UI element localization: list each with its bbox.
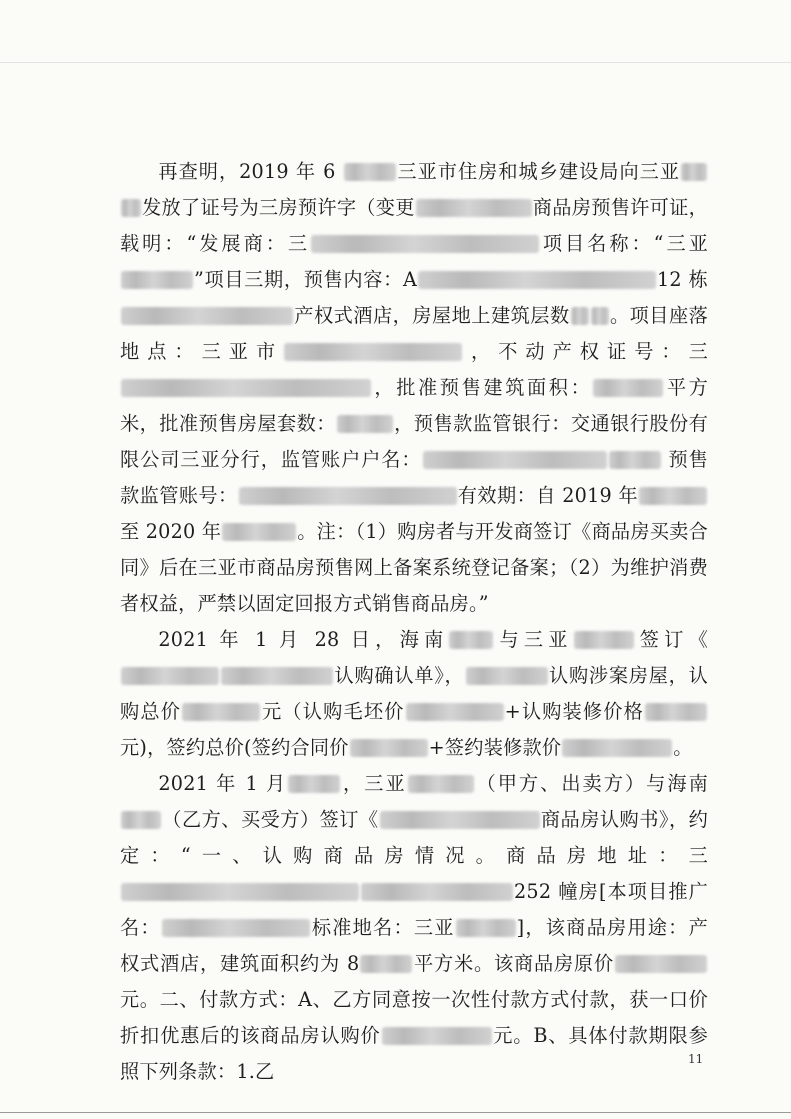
redaction-blur [645,703,707,721]
paragraph-text: 。项目座落地点：三亚市 [120,304,708,363]
paragraph-text: 产权式酒店，房屋地上建筑层数 [294,304,570,327]
paragraph-text: 再查明，2019 年 6 [158,160,343,183]
redaction-blur [615,955,707,973]
paragraph-text: 有效期：自 2019 年 [457,484,638,507]
paragraph-text: 商品房认购书》，约定：“一、认购商品房情况。商品房地址：三 [120,808,709,867]
paragraph-text: 三亚市住房和城乡建设局向三亚 [396,160,680,183]
redaction-blur [182,703,260,721]
redaction-blur [639,487,707,505]
paragraph-text: 元)，签约总价(签约合同价 [120,736,349,759]
paragraph-text: ，三亚 [341,772,407,795]
redaction-blur [382,1027,492,1045]
redaction-blur [239,487,457,505]
paragraph [120,622,708,766]
paragraph-text: （甲方、出卖方）与海南 [474,772,708,795]
redaction-blur [350,739,428,757]
redaction-blur [361,883,513,901]
redaction-blur [360,955,412,973]
paragraph-text: 平方米。该商品房原价 [413,952,614,975]
redaction-blur [121,199,141,217]
scan-edge-bottom [0,1112,791,1113]
paragraph-text: 2021 年 1 月 [158,772,288,795]
paragraph-text: ”项目三期，预售内容：A [194,268,418,291]
redaction-blur [562,739,672,757]
redaction-blur [121,271,193,289]
redaction-blur [593,379,663,397]
redaction-blur [416,199,532,217]
redaction-blur [408,775,474,793]
paragraph-text: 元。B、具体付款期限参照下列条款：1.乙 [120,1024,708,1083]
redaction-blur [380,811,540,829]
paragraph-text: 12 栋 [657,268,708,291]
paragraph-text: （乙方、买受方）签订《 [162,808,379,831]
redaction-blur [121,667,219,685]
redaction-blur [466,667,548,685]
page-number: 11 [688,1052,704,1066]
paragraph-text: 标准地名：三亚 [310,916,455,939]
paragraph-text: 商品房预售许可证，载明：“发展商：三 [120,196,708,255]
paragraph-text: +签约装修款价 [428,736,562,759]
paragraph-text: 至 2020 年 [120,520,222,543]
paragraph-text: 元。二、付款方式：A、乙方同意按一次性付款方式付款，获一口价折扣优惠后的该商品房认购价 [120,988,708,1047]
redaction-blur [344,163,396,181]
redaction-blur [221,667,333,685]
redaction-blur [121,379,371,397]
redaction-blur [609,451,661,469]
document-body [120,154,708,1090]
redaction-blur [121,811,161,829]
paragraph-text: 元（认购毛坯价 [261,700,405,723]
redaction-blur [456,919,516,937]
paragraph-text: 项目名称：“三亚 [540,232,708,255]
paragraph-text: 与三亚 [494,628,573,651]
paragraph [120,766,708,1090]
redaction-blur [121,883,359,901]
redaction-blur [571,307,589,325]
paragraph-text: 。 [673,736,693,759]
paragraph-text: 。注：（1）购房者与开发商签订《商品房买卖合同》后在三亚市商品房预售网上备案系统登记备案；（2）为维护消费者权益，严禁以固定回报方式销售商品房。” [120,520,708,615]
paragraph-text: ]，该商品房用途：产权式酒店，建筑面积约为 8 [120,916,708,975]
redaction-blur [574,631,634,649]
redaction-blur [406,703,504,721]
redaction-blur [222,523,296,541]
paragraph-text: +认购装修价格 [504,700,645,723]
paragraph-text: ，批准预售建筑面积： [372,376,593,399]
redaction-blur [681,163,707,181]
redaction-blur [121,307,293,325]
paragraph-text: 签订《 [634,628,708,651]
redaction-blur [423,451,607,469]
redaction-blur [449,631,493,649]
redaction-blur [284,343,462,361]
redaction-blur [162,919,310,937]
paragraph-text: 平方米，批准预售房屋套数： [120,376,709,435]
paragraph-text: 认购确认单》， [334,664,465,687]
paragraph-text: 2021 年 1 月 28 日，海南 [158,628,449,651]
paragraph-text: 发放了证号为三房预许字（变更 [142,196,415,219]
paragraph-text: 预售款监管账号： [120,448,708,507]
paragraph-text: 认购涉案房屋，认购总价 [120,664,708,723]
scan-edge-top [0,62,791,63]
paragraph [120,154,708,622]
redaction-blur [288,775,340,793]
paragraph-text: ，不动产权证号：三 [463,340,708,363]
redaction-blur [311,235,539,253]
redaction-blur [591,307,609,325]
paragraph-text: 252 幢房[本项目推广名： [120,880,708,939]
paragraph-text: ，预售款监管银行：交通银行股份有限公司三亚分行，监管账户户名： [120,412,709,471]
redaction-blur [418,271,656,289]
redaction-blur [337,415,393,433]
